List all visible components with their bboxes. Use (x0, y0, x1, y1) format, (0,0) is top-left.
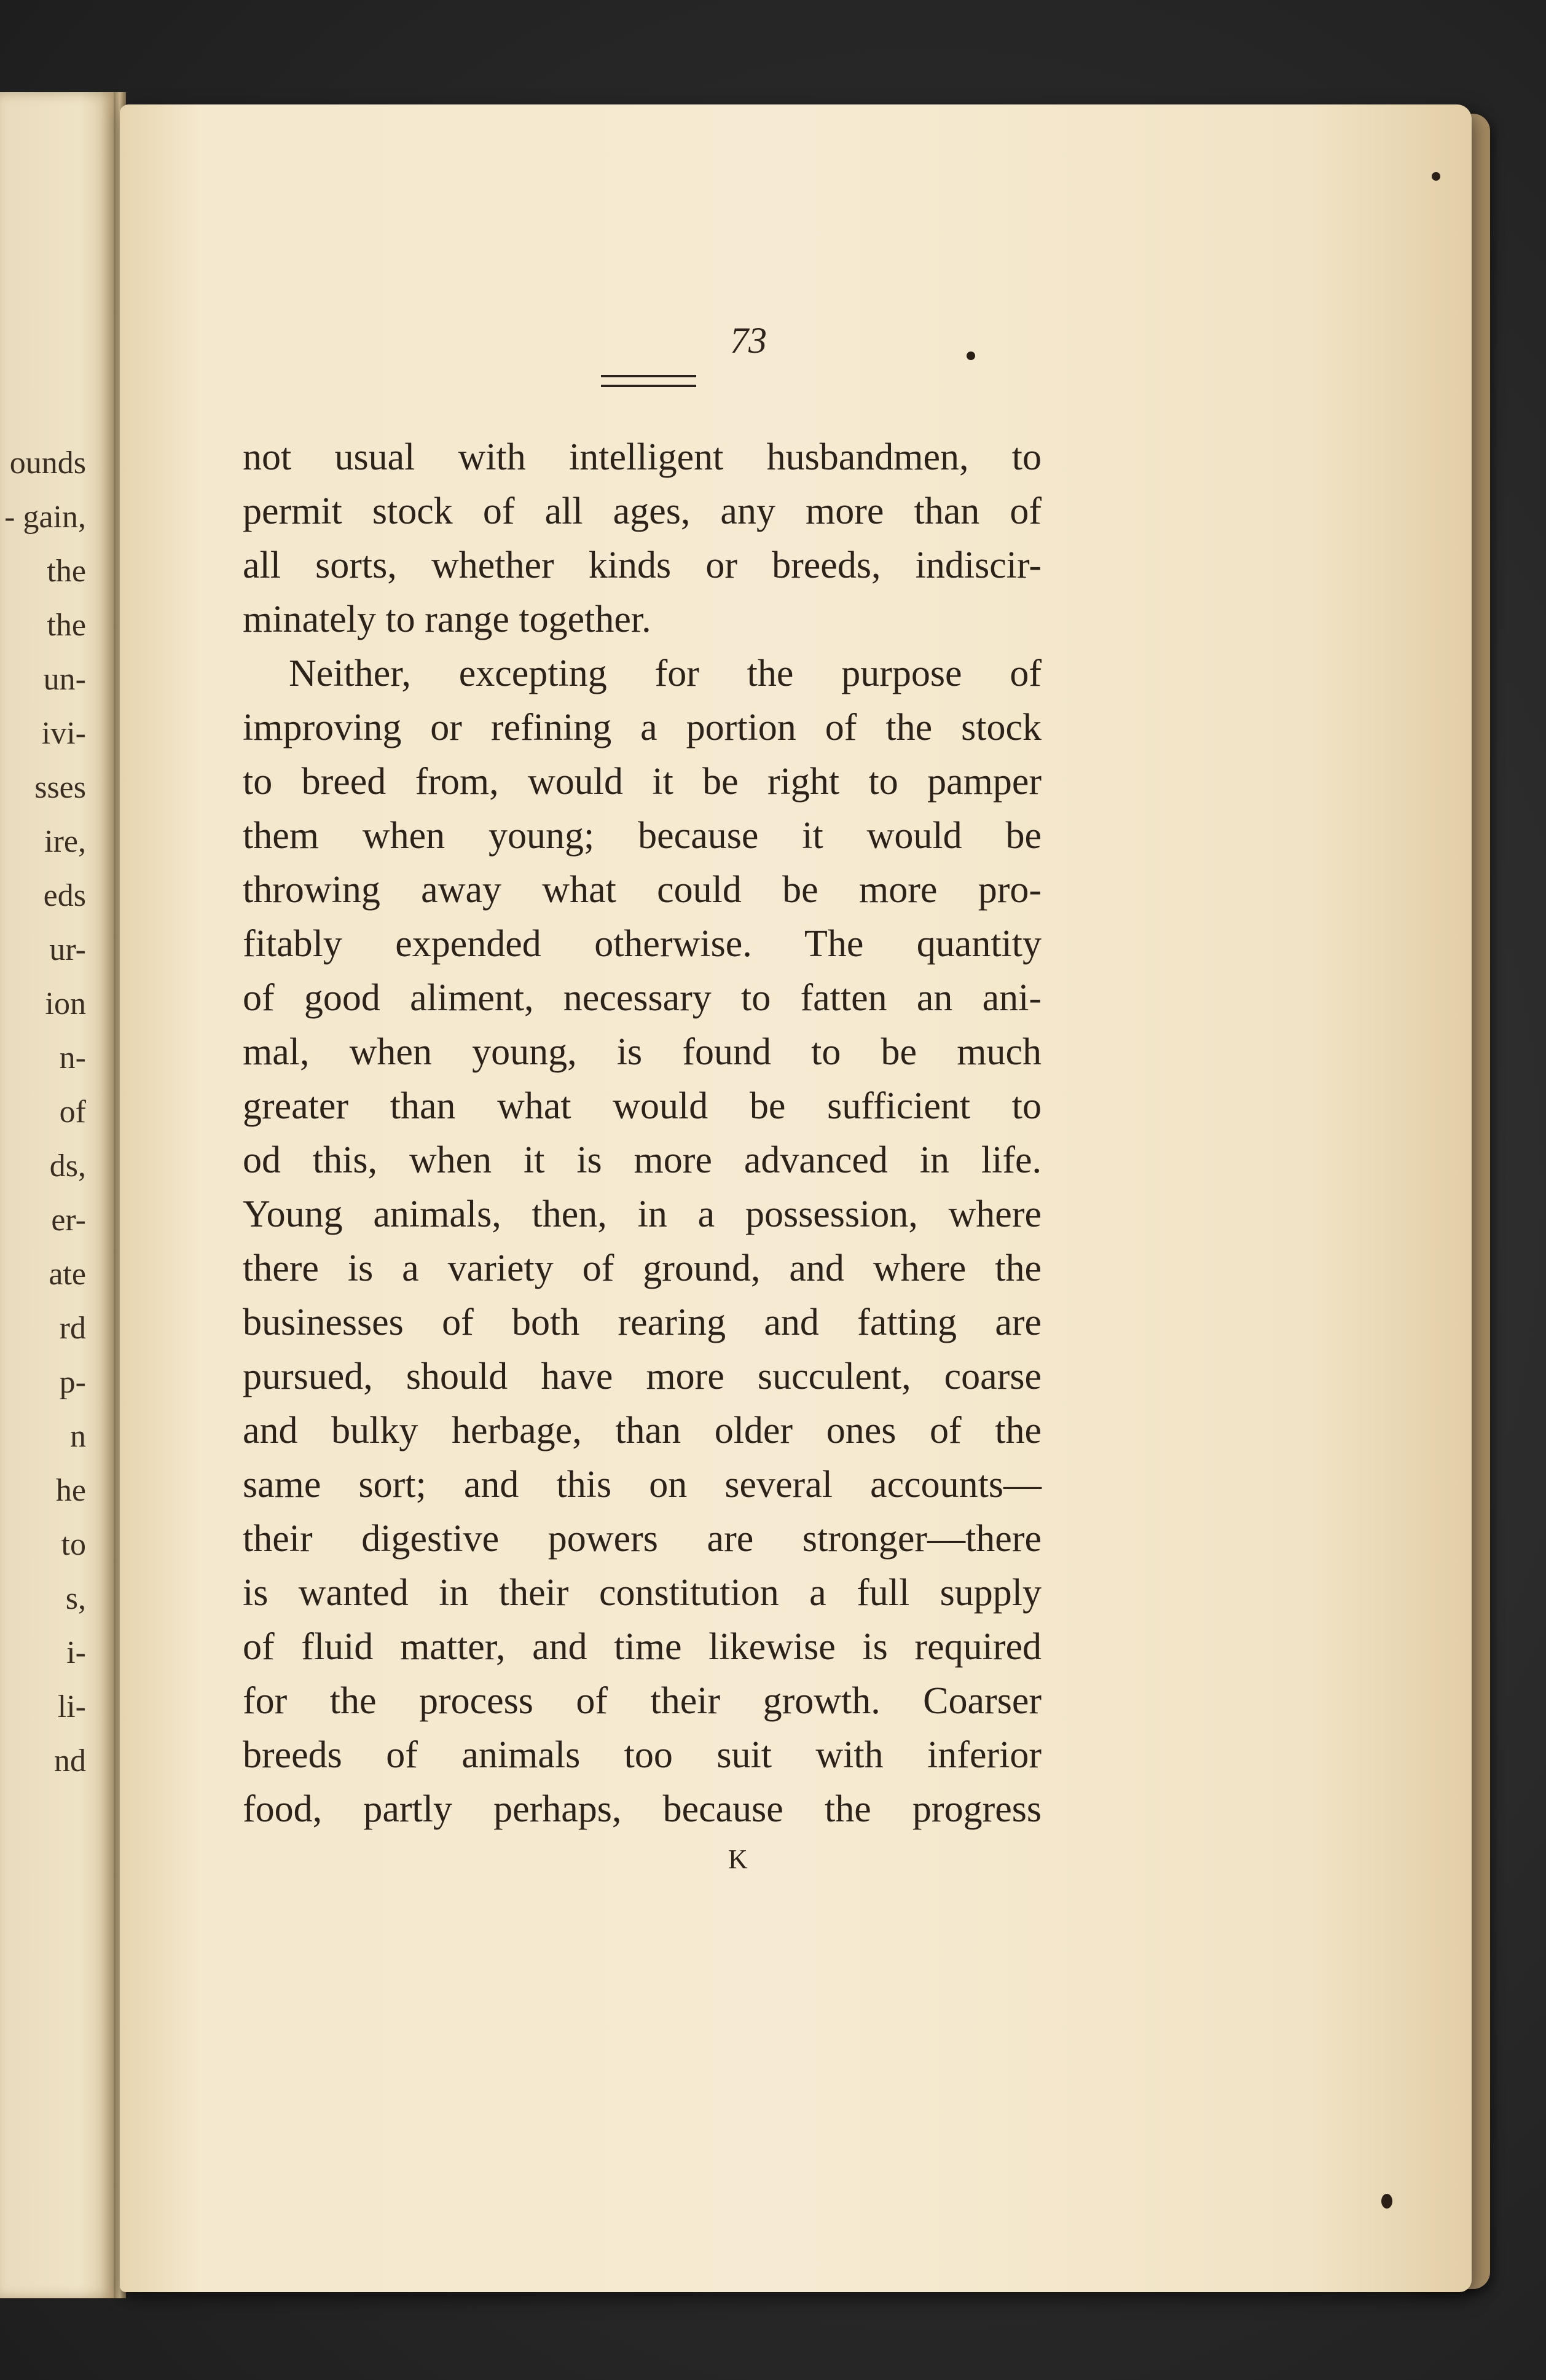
facing-line: to (61, 1527, 86, 1562)
text-line: pursued, should have more succulent, coarse (243, 1356, 1042, 1397)
text-line: their digestive powers are stronger—there (243, 1518, 1042, 1560)
text-line: food, partly perhaps, because the progress (243, 1788, 1042, 1830)
text-line: mal, when young, is found to be much (243, 1031, 1042, 1073)
text-line: same sort; and this on several accounts— (243, 1464, 1042, 1506)
text-line: of good aliment, necessary to fatten an ani- (243, 977, 1042, 1019)
text-line: throwing away what could be more pro- (243, 869, 1042, 911)
facing-line: sses (34, 770, 86, 805)
facing-line: p- (59, 1365, 86, 1400)
facing-line: n (70, 1419, 86, 1454)
text-line: for the process of their growth. Coarser (243, 1680, 1042, 1722)
facing-line: - gain, (4, 500, 86, 535)
text-line: and bulky herbage, than older ones of the (243, 1410, 1042, 1451)
page-number: 73 (730, 320, 767, 361)
text-line: od this, when it is more advanced in life. (243, 1139, 1042, 1181)
facing-line: ivi- (41, 716, 86, 751)
facing-line: he (55, 1473, 86, 1508)
text-line: all sorts, whether kinds or breeds, indiscir- (243, 544, 1042, 586)
ink-speck (1381, 2194, 1392, 2209)
text-line: not usual with intelligent husbandmen, to (243, 436, 1042, 478)
facing-line: li- (57, 1689, 86, 1724)
text-line: fitably expended otherwise. The quantity (243, 923, 1042, 965)
text-line: minately to range together. (243, 599, 651, 640)
facing-page-fragment (0, 92, 114, 2298)
facing-line: ion (45, 986, 86, 1021)
facing-line: of (59, 1094, 86, 1129)
facing-line: ate (49, 1257, 86, 1292)
ink-speck (1432, 172, 1440, 181)
text-line: greater than what would be sufficient to (243, 1085, 1042, 1127)
facing-line: the (47, 608, 86, 643)
facing-page-text (0, 436, 114, 1788)
facing-line: ur- (49, 932, 86, 967)
facing-line: ire, (44, 824, 86, 859)
facing-line: ounds (9, 446, 86, 481)
header-rule (601, 375, 696, 387)
text-line: breeds of animals too suit with inferior (243, 1734, 1042, 1776)
text-line: to breed from, would it be right to pamper (243, 761, 1042, 803)
text-line: is wanted in their constitution a full supply (243, 1572, 1042, 1614)
facing-line: eds (43, 878, 86, 913)
facing-line: n- (59, 1040, 86, 1075)
text-line: them when young; because it would be (243, 815, 1042, 857)
text-line: improving or refining a portion of the stock (243, 707, 1042, 748)
facing-line: nd (54, 1743, 86, 1778)
page-body-text (243, 430, 1042, 1836)
text-line: Young animals, then, in a possession, where (243, 1193, 1042, 1235)
facing-line: er- (51, 1203, 86, 1238)
facing-line: rd (59, 1311, 86, 1346)
text-line: Neither, excepting for the purpose of (289, 653, 1042, 694)
text-line: of fluid matter, and time likewise is required (243, 1626, 1042, 1668)
facing-line: i- (66, 1635, 86, 1670)
facing-line: s, (65, 1581, 86, 1616)
text-line: businesses of both rearing and fatting are (243, 1302, 1042, 1343)
facing-line: the (47, 554, 86, 589)
text-line: permit stock of all ages, any more than of (243, 490, 1042, 532)
facing-line: ds, (49, 1149, 86, 1184)
facing-line: un- (43, 662, 86, 697)
text-line: there is a variety of ground, and where the (243, 1247, 1042, 1289)
ink-speck (967, 352, 975, 360)
catchword-signature: K (728, 1844, 748, 1874)
